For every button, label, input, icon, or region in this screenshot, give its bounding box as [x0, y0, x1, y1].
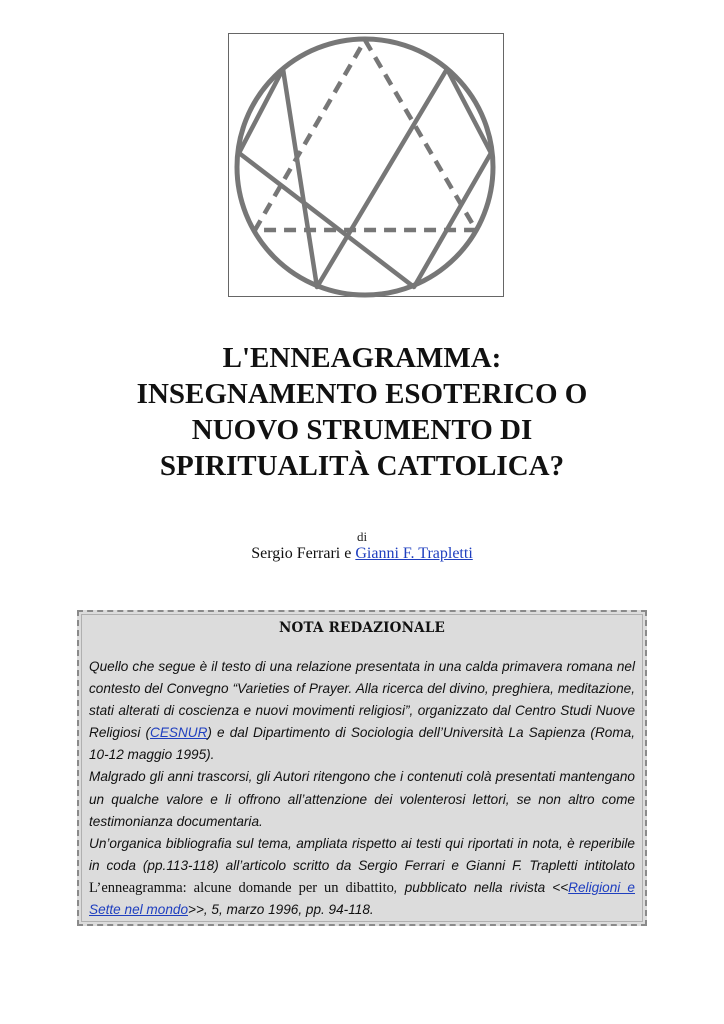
enneagram-hexad	[239, 69, 491, 287]
document-title	[60, 340, 664, 484]
religioni-sette-link[interactable]: Religioni e Sette nel mondo	[89, 879, 635, 918]
note-body	[89, 656, 635, 921]
note-text: Un’organica bibliografia sul tema, ampliata rispetto ai testi qui riportati in nota, è reperibile in coda (pp.113-118) all’articolo scritto da Sergio Ferrari e Gianni F. Trapletti intitolato	[89, 835, 635, 873]
author-trapletti-link[interactable]: Gianni F. Trapletti	[355, 545, 473, 562]
note-heading: NOTA REDAZIONALE	[279, 620, 445, 636]
byline-di: di	[356, 529, 368, 544]
authors-line	[0, 545, 724, 563]
note-text: , pubblicato nella rivista <<	[393, 879, 569, 895]
title-line-1: L'ENNEAGRAMMA:	[222, 342, 502, 374]
title-line-3: NUOVO STRUMENTO DI	[191, 414, 533, 446]
editorial-note-box	[77, 610, 647, 926]
enneagram-circle	[237, 39, 493, 295]
author-ferrari: Sergio Ferrari e	[251, 545, 352, 562]
note-text: ) e dal Dipartimento di Sociologia dell’Università La Sapienza (Roma, 10-12 maggio 1995).	[89, 725, 635, 763]
enneagram-figure	[228, 33, 504, 297]
cesnur-link[interactable]: CESNUR	[150, 725, 208, 741]
title-line-4: SPIRITUALITÀ CATTOLICA?	[159, 450, 565, 482]
enneagram-svg	[229, 34, 505, 298]
note-text: >>, 5, marzo 1996, pp. 94-118.	[188, 902, 374, 918]
note-paragraph-3	[89, 833, 635, 921]
note-paragraph-2: Malgrado gli anni trascorsi, gli Autori ritengono che i contenuti colà presentati mantengano un qualche valore e li offrono all’attenzione dei volenterosi lettori, se non altro come testimonianza documentaria.	[89, 769, 635, 829]
title-line-2: INSEGNAMENTO ESOTERICO O	[136, 378, 588, 410]
note-paragraph-1	[89, 656, 635, 766]
article-title: L’enneagramma: alcune domande per un dibattito	[89, 879, 394, 896]
note-text: Quello che segue è il testo di una relazione presentata in una calda primavera romana nel contesto del Convegno “Varieties of Prayer. Alla ricerca del divino, preghiera, meditazione, stati alterati di coscienza e nuovi movimenti religiosi”, organizzato dal Centro Studi Nuove Religiosi (	[89, 659, 635, 741]
